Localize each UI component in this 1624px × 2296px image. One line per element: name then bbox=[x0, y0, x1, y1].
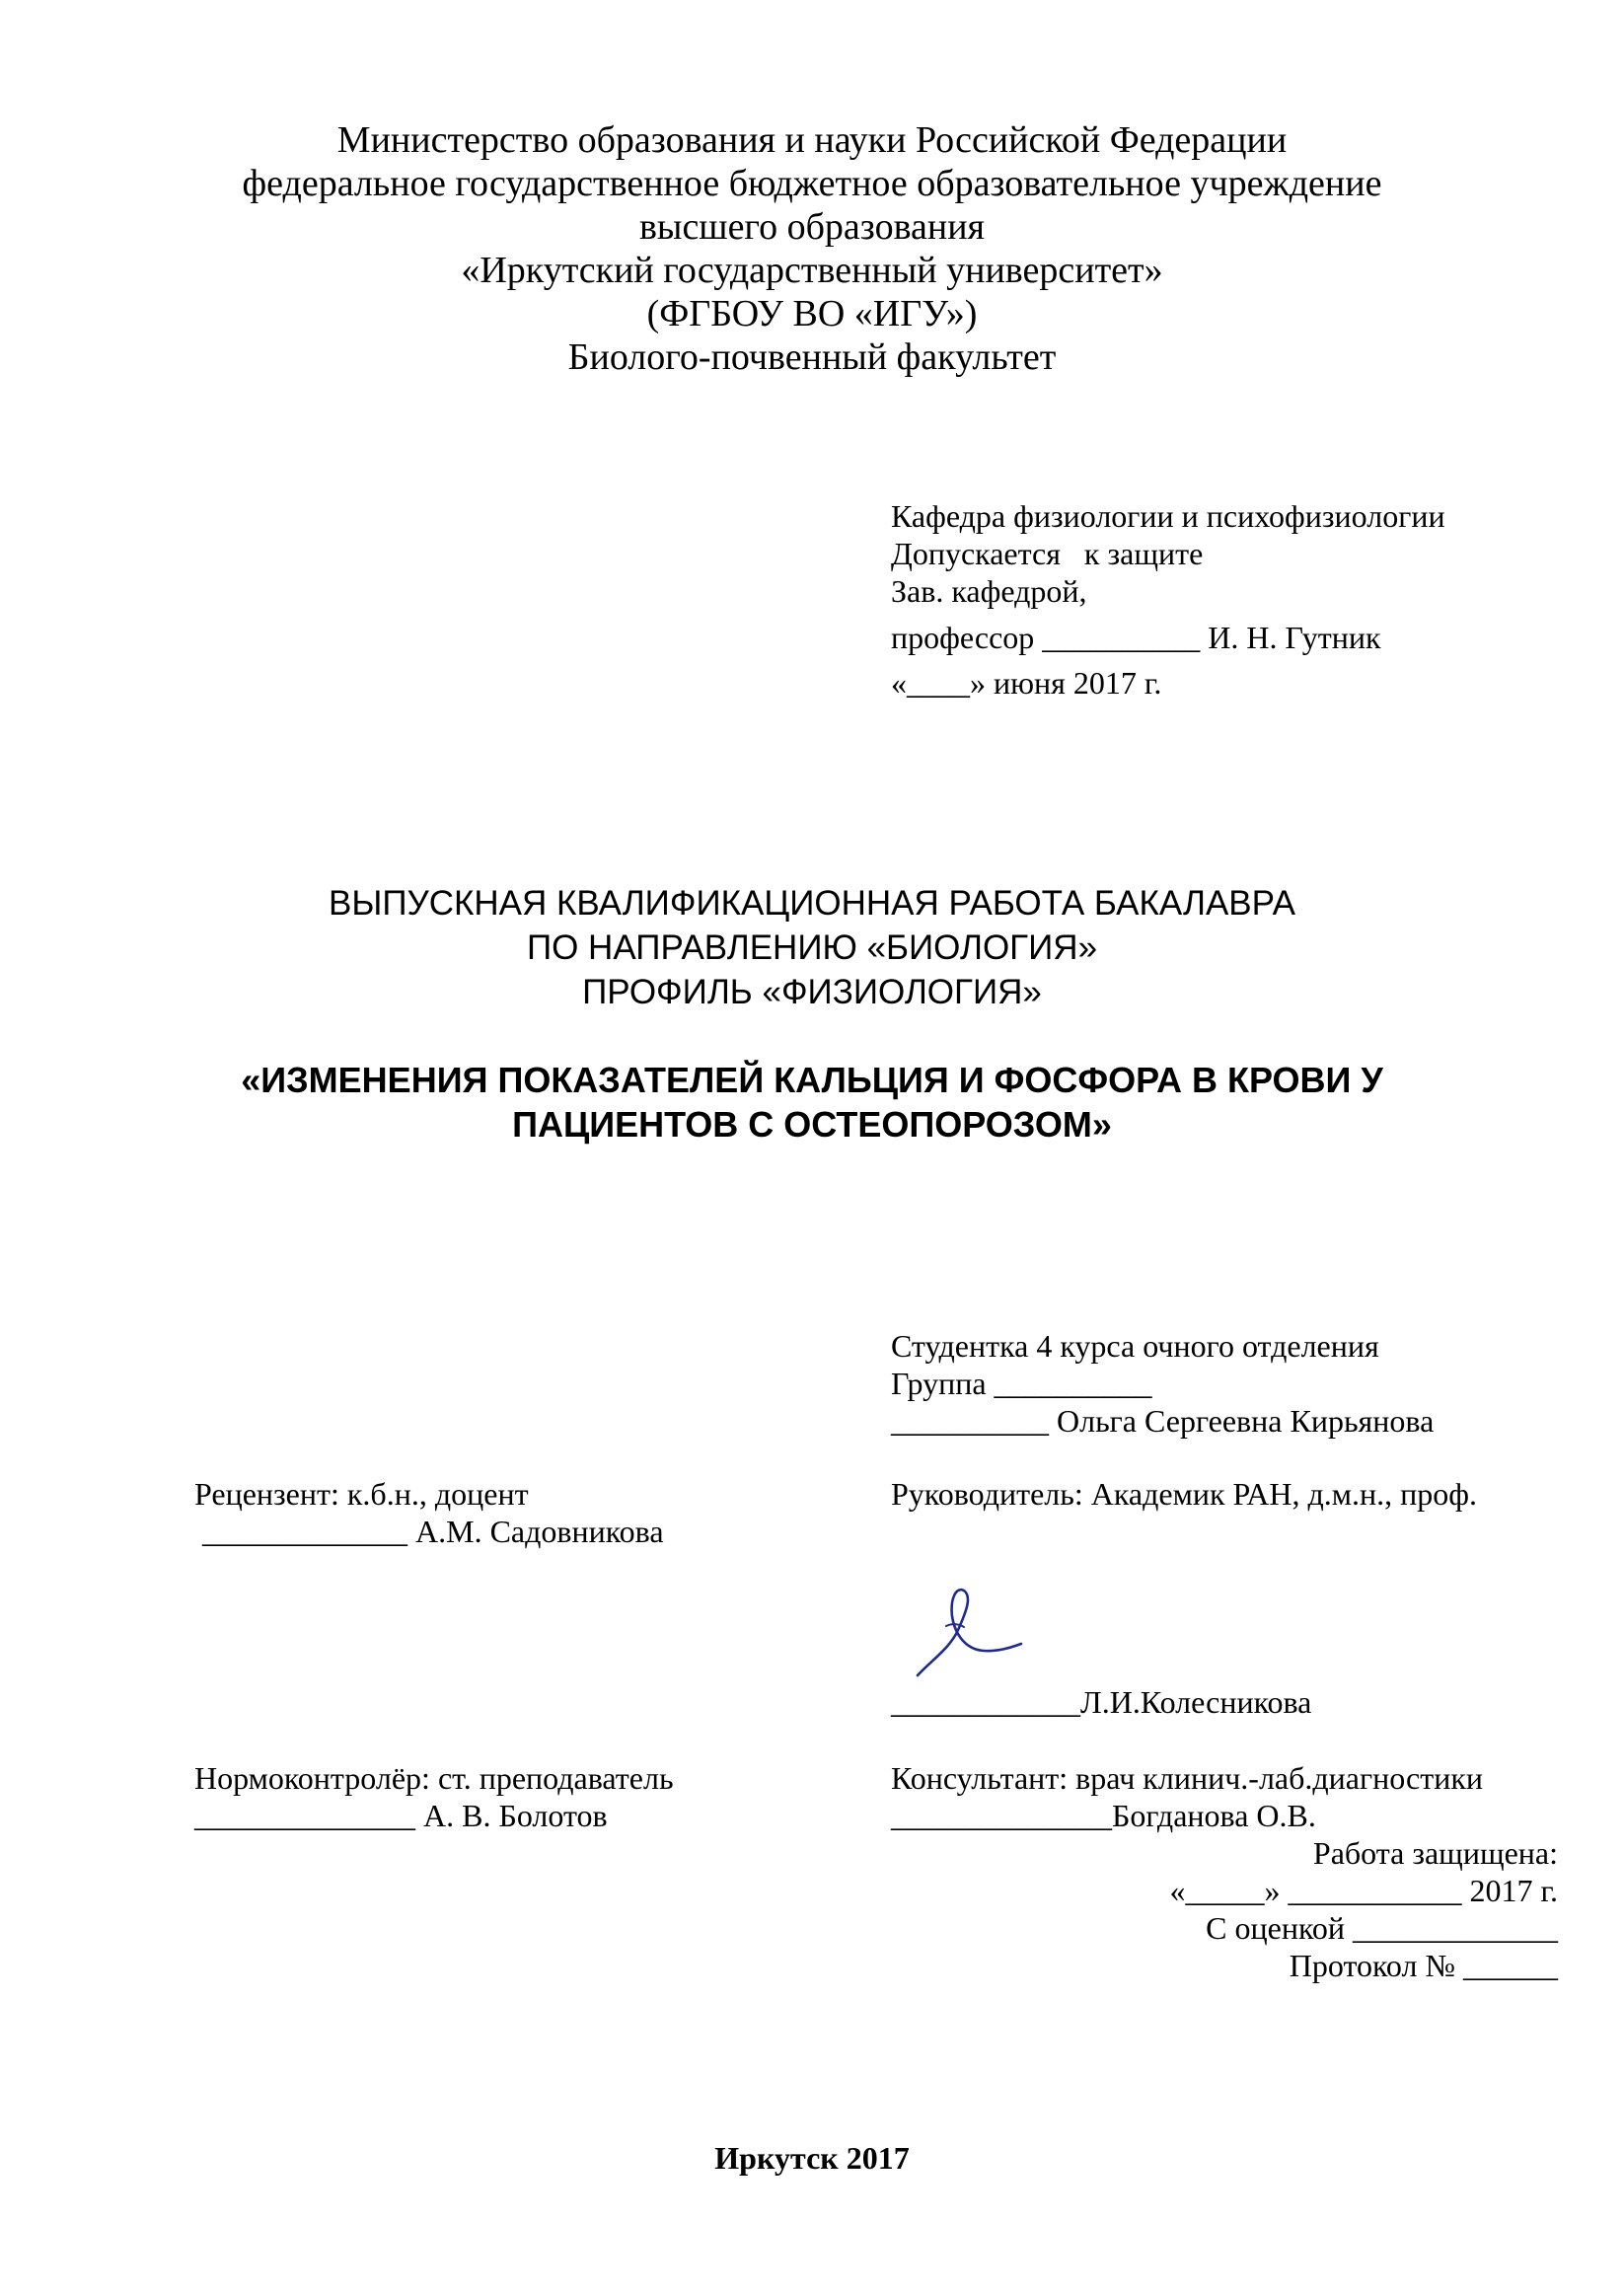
supervisor-role-line: Руководитель: Академик РАН, д.м.н., проф. bbox=[891, 1476, 1477, 1512]
education-level-line: высшего образования bbox=[638, 206, 986, 248]
supervisor-name-line: ____________Л.И.Колесникова bbox=[891, 1684, 1312, 1720]
defense-protected-line: Работа защищена: bbox=[1312, 1835, 1558, 1871]
thesis-title-line-1: «ИЗМЕНЕНИЯ ПОКАЗАТЕЛЕЙ КАЛЬЦИЯ И ФОСФОРА В КРОВИ У bbox=[241, 1060, 1383, 1100]
consultant-role-line: Консультант: врач клинич.-лаб.диагностики bbox=[891, 1760, 1484, 1796]
institution-type-line: федеральное государственное бюджетное образовательное учреждение bbox=[242, 163, 1382, 204]
student-course-line: Студентка 4 курса очного отделения bbox=[891, 1328, 1379, 1364]
department-head-line: Зав. кафедрой, bbox=[891, 573, 1087, 609]
reviewer-name-line: _____________ А.М. Садовникова bbox=[194, 1514, 664, 1549]
defense-date-line: «_____» ___________ 2017 г. bbox=[1169, 1873, 1558, 1908]
defense-grade-line: С оценкой _____________ bbox=[1206, 1910, 1558, 1946]
department-line: Кафедра физиологии и психофизиологии bbox=[891, 498, 1445, 534]
student-name-line: __________ Ольга Сергеевна Кирьянова bbox=[891, 1403, 1435, 1439]
student-group-line: Группа __________ bbox=[891, 1366, 1152, 1401]
profile-line: ПРОФИЛЬ «ФИЗИОЛОГИЯ» bbox=[582, 973, 1042, 1011]
faculty-line: Биолого-почвенный факультет bbox=[567, 336, 1057, 378]
work-type-line: ВЫПУСКНАЯ КВАЛИФИКАЦИОННАЯ РАБОТА БАКАЛАВРА bbox=[329, 884, 1295, 923]
supervisor-signature bbox=[913, 1579, 1026, 1682]
university-name-line: «Иркутский государственный университет» bbox=[461, 250, 1163, 291]
consultant-name-line: ______________Богданова О.В. bbox=[891, 1798, 1316, 1833]
professor-signature-line: профессор __________ И. Н. Гутник bbox=[891, 620, 1381, 655]
ministry-line: Министерство образования и науки Российской Федерации bbox=[336, 119, 1288, 161]
normcontrol-role-line: Нормоконтролёр: ст. преподаватель bbox=[194, 1760, 674, 1796]
university-abbrev-line: (ФГБОУ ВО «ИГУ») bbox=[646, 293, 978, 334]
approval-date-line: «____» июня 2017 г. bbox=[891, 665, 1162, 701]
reviewer-role-line: Рецензент: к.б.н., доцент bbox=[194, 1476, 529, 1512]
city-year-footer: Иркутск 2017 bbox=[714, 2140, 910, 2176]
normcontrol-name-line: ______________ А. В. Болотов bbox=[194, 1798, 608, 1833]
admitted-line: Допускается к защите bbox=[891, 536, 1204, 571]
direction-line: ПО НАПРАВЛЕНИЮ «БИОЛОГИЯ» bbox=[526, 928, 1098, 967]
thesis-title-line-2: ПАЦИЕНТОВ С ОСТЕОПОРОЗОМ» bbox=[512, 1104, 1112, 1145]
defense-protocol-line: Протокол № ______ bbox=[1289, 1948, 1558, 1983]
